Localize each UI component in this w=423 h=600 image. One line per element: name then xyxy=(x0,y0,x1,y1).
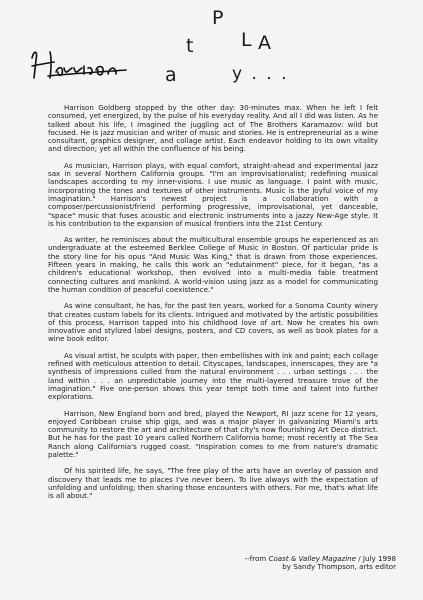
title-letter-l: L xyxy=(241,29,252,51)
title-tail: y . . . xyxy=(232,64,289,84)
title-letter-a-lower: a xyxy=(165,64,177,86)
title-letter-p: P xyxy=(212,7,224,29)
title-letter-t: t xyxy=(186,35,194,57)
credit-magazine: Coast & Valley Magazine xyxy=(268,554,357,563)
signature-harrison xyxy=(28,48,128,84)
article-paragraph: Harrison Goldberg stopped by the other day: 30-minutes max. When he left I felt consumed, yet energized, by the pulse of his everyday reality. And all I did was listen. As he talked about his life, I imagined the juggling act of The Brothers Karamazov: wild but focused. He is jazz musician and writer of music and stories. He is entrepreneurial as a wine consultant, graphics designer, and collage artist. Each endeavor holding to its own vitality and direction; yet all within the confluence of his being. xyxy=(48,103,378,154)
title-letter-a: A xyxy=(258,32,271,54)
article-paragraph: Of his spirited life, he says, "The free play of the arts have an overlay of passion and discovery that leads me to places I've never been. To live always with the expectation of unfolding and unfolding; then sharing those encounters with others. For me, that's what life is all about." xyxy=(48,466,378,501)
article-body xyxy=(48,104,378,508)
article-paragraph: As wine consultant, he has, for the past ten years, worked for a Sonoma County winery that creates custom labels for its clients. Intrigued and motivated by the artistic possibilities of this process, Harrison tapped into his childhood love of art. Now he creates his own innovative and stylized label designs, posters, and CD covers, as well as book plates for a wine book editor. xyxy=(48,301,378,344)
credit-date: / July 1998 xyxy=(356,554,396,563)
article-credit xyxy=(196,555,396,572)
credit-prefix: --from xyxy=(244,554,269,563)
article-paragraph: As writer, he reminisces about the multicultural ensemble groups he experienced as an undergraduate at the esteemed Berklee College of Music in Boston. Of particular pride is the story line for his opus "And Music Was King," that is drawn from those experiences. Fifteen years in making, he calls this work an "edutainment" piece, for it began, "as a children's educational workshop, then evolved into a multi-media fable treatment connecting cultures and mankind. A world-vision using jazz as a model for communicating the human condition of peaceful coexistence." xyxy=(48,235,378,294)
article-paragraph: Harrison, New England born and bred, played the Newport, RI jazz scene for 12 years, enjoyed Caribbean cruise ship gigs, and was a major player in galvanizing Miami's arts community to restore the art and architecture of that city's now flourishing Art Deco district. But he has for the past 10 years called Northern California home; most recently at The Sea Ranch along California's rugged coast. "Inspiration comes to me from nature's dramatic palette." xyxy=(48,408,378,459)
credit-byline: by Sandy Thompson, arts editor xyxy=(282,562,396,572)
article-paragraph: As musician, Harrison plays, with equal comfort, straight-ahead and experimental jazz sax in several Northern California groups. "I'm an improvisationalist; redefining musical landscapes according to my inner-visions. I use music as language. I paint with music, incorporating the tones and textures of other instruments. Music is the joyful voice of my imagination." Harrison's newest project is a collaboration with a composer/percussionist/friend performing progressive, improvisational, yet danceable, "space" music that fuses acoustic and electronic instruments into a jazzy New-Age style. It is his contribution to the expansion of musical frontiers into the 21st Century. xyxy=(48,160,378,228)
article-paragraph: As visual artist, he sculpts with paper, then embellishes with ink and paint; each collage refined with meticulous attention to detail. Cityscapes, landscapes, innerscapes, they are "a synthesis of impressions culled from the natural environment . . . urban settings . . . the land within . . . an unpredictable journey into the multi-layered treasure trove of the imagination." Five one-person shows this year tempt both time and talent into further explorations. xyxy=(48,350,378,402)
